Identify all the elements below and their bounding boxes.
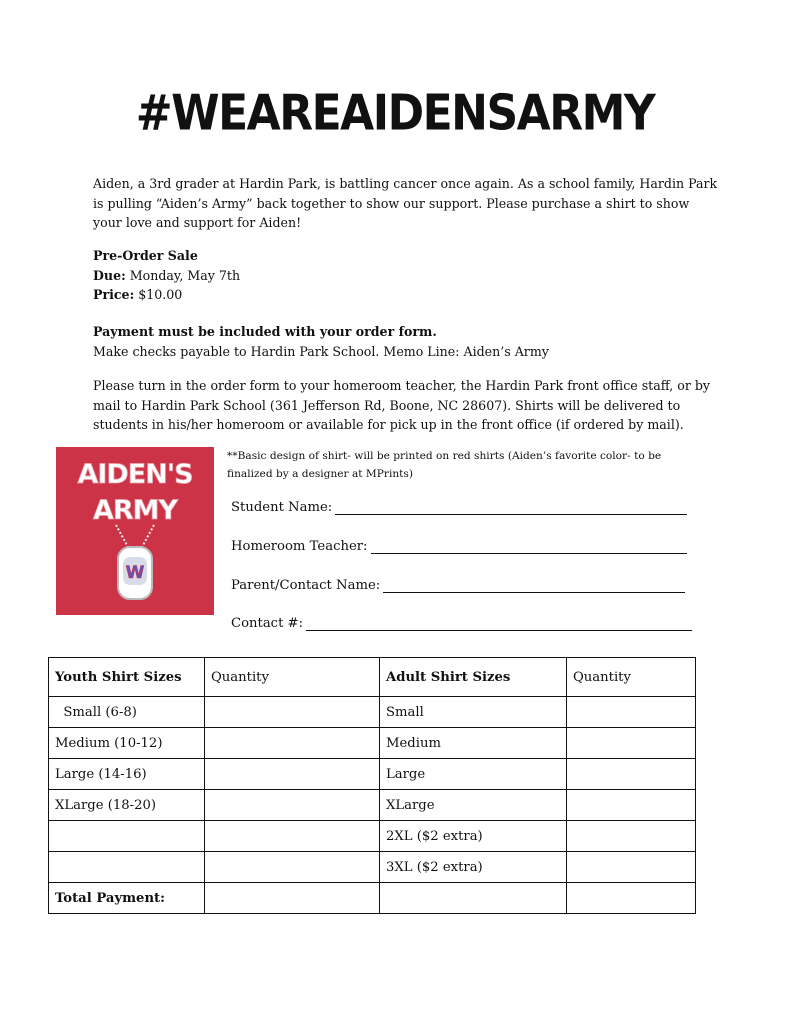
adult-size-cell: XLarge (380, 790, 567, 821)
parent-contact-field (231, 578, 685, 593)
student-name-line[interactable] (335, 500, 687, 515)
contact-number-label: Contact #: (231, 616, 304, 631)
dog-tag-chain (116, 525, 154, 547)
payment-heading: Payment must be included with your order form. (93, 324, 437, 339)
youth-quantity-cell[interactable] (205, 821, 380, 852)
contact-number-line[interactable] (306, 616, 692, 631)
price-line (93, 285, 733, 305)
youth-sizes-header: Youth Shirt Sizes (49, 658, 205, 697)
total-payment-row (49, 883, 696, 914)
intro-paragraph (93, 174, 733, 233)
due-label: Due: (93, 267, 126, 283)
adult-quantity-cell[interactable] (567, 759, 696, 790)
adult-size-cell: Small (380, 697, 567, 728)
youth-quantity-cell[interactable] (205, 790, 380, 821)
adult-quantity-cell[interactable] (567, 852, 696, 883)
adult-size-cell: Large (380, 759, 567, 790)
table-row (49, 790, 696, 821)
youth-quantity-cell[interactable] (205, 852, 380, 883)
aidens-army-logo (56, 447, 214, 615)
adult-quantity-cell[interactable] (567, 697, 696, 728)
delivery-paragraph (93, 376, 733, 435)
youth-quantity-header: Quantity (205, 658, 380, 697)
shirt-size-table (48, 657, 696, 914)
due-line (93, 266, 733, 286)
student-name-field (231, 500, 687, 515)
payment-section (93, 322, 733, 361)
shirt-design-graphic (56, 447, 214, 615)
adult-quantity-cell[interactable] (567, 790, 696, 821)
total-payment-cell[interactable] (205, 883, 380, 914)
total-payment-label: Total Payment: (49, 883, 205, 914)
parent-contact-label: Parent/Contact Name: (231, 578, 381, 593)
adult-quantity-cell[interactable] (567, 821, 696, 852)
price-label: Price: (93, 287, 135, 302)
price-value: $10.00 (138, 287, 183, 302)
sale-heading: Pre-Order Sale (93, 248, 198, 263)
table-row (49, 821, 696, 852)
contact-number-field (231, 616, 692, 631)
youth-size-cell: Large (14-16) (49, 759, 205, 790)
youth-quantity-cell[interactable] (205, 759, 380, 790)
adult-quantity-cell[interactable] (567, 728, 696, 759)
page-title: #WEAREAIDENSARMY (135, 84, 655, 143)
delivery-line: students in his/her homeroom or available for pick up in the front office (if ordered by mail). (93, 417, 684, 432)
delivery-line: mail to Hardin Park School (361 Jefferson Rd, Boone, NC 28607). Shirts will be delivered to (93, 397, 681, 413)
intro-line: is pulling “Aiden’s Army” back together to show our support. Please purchase a shirt to show (93, 195, 690, 211)
table-row (49, 697, 696, 728)
adult-size-cell: 3XL ($2 extra) (380, 852, 567, 883)
youth-size-cell: Small (6-8) (49, 697, 205, 728)
note-line: finalized by a designer at MPrints) (227, 468, 413, 480)
homeroom-teacher-field (231, 539, 687, 554)
table-row (49, 852, 696, 883)
design-note (227, 447, 697, 483)
table-row (49, 728, 696, 759)
parent-contact-line[interactable] (383, 578, 685, 593)
total-payment-cell[interactable] (380, 883, 567, 914)
adult-quantity-header: Quantity (567, 658, 696, 697)
note-line: **Basic design of shirt- will be printed on red shirts (Aiden’s favorite color- to be (227, 450, 662, 462)
homeroom-teacher-label: Homeroom Teacher: (231, 539, 368, 554)
youth-size-cell (49, 852, 205, 883)
youth-size-cell: XLarge (18-20) (49, 790, 205, 821)
intro-line: Aiden, a 3rd grader at Hardin Park, is battling cancer once again. As a school family, Hardin Park (93, 176, 718, 191)
youth-quantity-cell[interactable] (205, 697, 380, 728)
due-value: Monday, May 7th (129, 267, 241, 283)
youth-size-cell (49, 821, 205, 852)
payment-line: Make checks payable to Hardin Park School. Memo Line: Aiden’s Army (93, 343, 549, 359)
tag-letter: W (125, 563, 145, 583)
youth-quantity-cell[interactable] (205, 728, 380, 759)
logo-line1: AIDEN'S (77, 459, 193, 490)
delivery-line: Please turn in the order form to your homeroom teacher, the Hardin Park front office staff, or by (93, 378, 711, 393)
total-payment-cell[interactable] (567, 883, 696, 914)
sale-section (93, 246, 733, 305)
logo-line2: ARMY (92, 495, 178, 526)
intro-line: your love and support for Aiden! (93, 215, 302, 230)
adult-size-cell: 2XL ($2 extra) (380, 821, 567, 852)
table-row (49, 759, 696, 790)
homeroom-teacher-line[interactable] (371, 539, 687, 554)
youth-size-cell: Medium (10-12) (49, 728, 205, 759)
adult-sizes-header: Adult Shirt Sizes (380, 658, 567, 697)
student-name-label: Student Name: (231, 500, 333, 515)
adult-size-cell: Medium (380, 728, 567, 759)
table-header-row (49, 658, 696, 697)
